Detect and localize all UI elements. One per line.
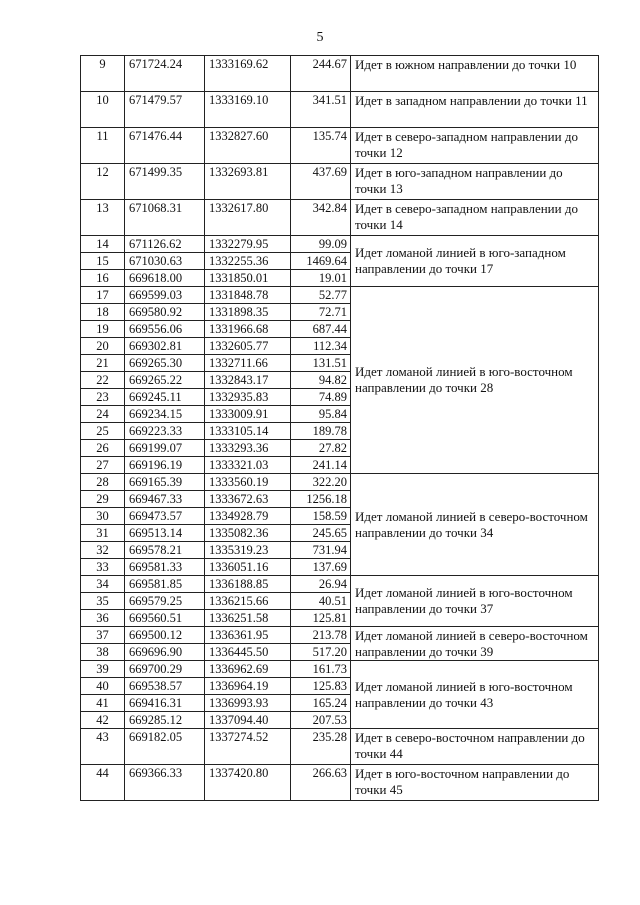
- point-number: 21: [81, 355, 125, 372]
- x-coordinate: 671499.35: [125, 164, 205, 200]
- table-row: [81, 765, 599, 801]
- x-coordinate: 669302.81: [125, 338, 205, 355]
- y-coordinate: 1336993.93: [205, 695, 291, 712]
- point-number: 41: [81, 695, 125, 712]
- direction-description: Идет в южном направлении до точки 10: [351, 56, 599, 92]
- y-coordinate: 1336964.19: [205, 678, 291, 695]
- point-number: 37: [81, 627, 125, 644]
- direction-description: Идет ломаной линией в северо-восточном направлении до точки 34: [351, 474, 599, 576]
- point-number: 16: [81, 270, 125, 287]
- y-coordinate: 1333560.19: [205, 474, 291, 491]
- distance: 235.28: [291, 729, 351, 765]
- direction-description: Идет ломаной линией в юго-восточном направлении до точки 43: [351, 661, 599, 729]
- y-coordinate: 1337420.80: [205, 765, 291, 801]
- x-coordinate: 669581.85: [125, 576, 205, 593]
- point-number: 36: [81, 610, 125, 627]
- table-row: [81, 164, 599, 200]
- distance: 342.84: [291, 200, 351, 236]
- point-number: 9: [81, 56, 125, 92]
- y-coordinate: 1336251.58: [205, 610, 291, 627]
- table-row: [81, 729, 599, 765]
- distance: 207.53: [291, 712, 351, 729]
- direction-description: Идет в северо-западном направлении до точки 12: [351, 128, 599, 164]
- distance: 161.73: [291, 661, 351, 678]
- x-coordinate: 669581.33: [125, 559, 205, 576]
- distance: 213.78: [291, 627, 351, 644]
- distance: 165.24: [291, 695, 351, 712]
- x-coordinate: 669265.22: [125, 372, 205, 389]
- x-coordinate: 669366.33: [125, 765, 205, 801]
- x-coordinate: 669234.15: [125, 406, 205, 423]
- distance: 112.34: [291, 338, 351, 355]
- distance: 52.77: [291, 287, 351, 304]
- distance: 1469.64: [291, 253, 351, 270]
- y-coordinate: 1334928.79: [205, 508, 291, 525]
- x-coordinate: 671030.63: [125, 253, 205, 270]
- y-coordinate: 1336445.50: [205, 644, 291, 661]
- direction-description: Идет ломаной линией в юго-восточном направлении до точки 28: [351, 287, 599, 474]
- x-coordinate: 669696.90: [125, 644, 205, 661]
- y-coordinate: 1333169.10: [205, 92, 291, 128]
- table-row: [81, 236, 599, 253]
- table-row: [81, 474, 599, 491]
- distance: 244.67: [291, 56, 351, 92]
- y-coordinate: 1332605.77: [205, 338, 291, 355]
- distance: 731.94: [291, 542, 351, 559]
- y-coordinate: 1336962.69: [205, 661, 291, 678]
- distance: 266.63: [291, 765, 351, 801]
- y-coordinate: 1332711.66: [205, 355, 291, 372]
- distance: 94.82: [291, 372, 351, 389]
- x-coordinate: 669196.19: [125, 457, 205, 474]
- direction-description: Идет ломаной линией в северо-восточном направлении до точки 39: [351, 627, 599, 661]
- x-coordinate: 669416.31: [125, 695, 205, 712]
- distance: 99.09: [291, 236, 351, 253]
- x-coordinate: 669579.25: [125, 593, 205, 610]
- y-coordinate: 1331850.01: [205, 270, 291, 287]
- x-coordinate: 671126.62: [125, 236, 205, 253]
- point-number: 33: [81, 559, 125, 576]
- direction-description: Идет в юго-западном направлении до точки 13: [351, 164, 599, 200]
- y-coordinate: 1332935.83: [205, 389, 291, 406]
- point-number: 42: [81, 712, 125, 729]
- table-row: [81, 287, 599, 304]
- point-number: 26: [81, 440, 125, 457]
- point-number: 17: [81, 287, 125, 304]
- point-number: 34: [81, 576, 125, 593]
- y-coordinate: 1336361.95: [205, 627, 291, 644]
- direction-description: Идет в северо-восточном направлении до точки 44: [351, 729, 599, 765]
- point-number: 14: [81, 236, 125, 253]
- point-number: 39: [81, 661, 125, 678]
- y-coordinate: 1333293.36: [205, 440, 291, 457]
- y-coordinate: 1332843.17: [205, 372, 291, 389]
- point-number: 31: [81, 525, 125, 542]
- distance: 322.20: [291, 474, 351, 491]
- y-coordinate: 1336215.66: [205, 593, 291, 610]
- table-row: [81, 627, 599, 644]
- table-row: [81, 128, 599, 164]
- point-number: 44: [81, 765, 125, 801]
- x-coordinate: 669182.05: [125, 729, 205, 765]
- y-coordinate: 1337094.40: [205, 712, 291, 729]
- distance: 158.59: [291, 508, 351, 525]
- coordinates-table-body: [81, 56, 599, 801]
- y-coordinate: 1335319.23: [205, 542, 291, 559]
- direction-description: Идет ломаной линией в юго-восточном направлении до точки 37: [351, 576, 599, 627]
- x-coordinate: 669560.51: [125, 610, 205, 627]
- point-number: 11: [81, 128, 125, 164]
- table-row: [81, 200, 599, 236]
- distance: 341.51: [291, 92, 351, 128]
- distance: 72.71: [291, 304, 351, 321]
- y-coordinate: 1336188.85: [205, 576, 291, 593]
- point-number: 22: [81, 372, 125, 389]
- table-row: [81, 92, 599, 128]
- y-coordinate: 1332617.80: [205, 200, 291, 236]
- point-number: 32: [81, 542, 125, 559]
- x-coordinate: 669599.03: [125, 287, 205, 304]
- y-coordinate: 1333105.14: [205, 423, 291, 440]
- y-coordinate: 1332693.81: [205, 164, 291, 200]
- distance: 26.94: [291, 576, 351, 593]
- point-number: 30: [81, 508, 125, 525]
- distance: 131.51: [291, 355, 351, 372]
- direction-description: Идет в западном направлении до точки 11: [351, 92, 599, 128]
- distance: 135.74: [291, 128, 351, 164]
- point-number: 18: [81, 304, 125, 321]
- point-number: 40: [81, 678, 125, 695]
- x-coordinate: 671724.24: [125, 56, 205, 92]
- table-row: [81, 661, 599, 678]
- table-row: [81, 56, 599, 92]
- x-coordinate: 669578.21: [125, 542, 205, 559]
- x-coordinate: 669265.30: [125, 355, 205, 372]
- y-coordinate: 1337274.52: [205, 729, 291, 765]
- x-coordinate: 671068.31: [125, 200, 205, 236]
- point-number: 24: [81, 406, 125, 423]
- distance: 241.14: [291, 457, 351, 474]
- x-coordinate: 669580.92: [125, 304, 205, 321]
- x-coordinate: 671479.57: [125, 92, 205, 128]
- x-coordinate: 669513.14: [125, 525, 205, 542]
- distance: 95.84: [291, 406, 351, 423]
- y-coordinate: 1333321.03: [205, 457, 291, 474]
- direction-description: Идет ломаной линией в юго-западном направлении до точки 17: [351, 236, 599, 287]
- point-number: 19: [81, 321, 125, 338]
- y-coordinate: 1332255.36: [205, 253, 291, 270]
- y-coordinate: 1332279.95: [205, 236, 291, 253]
- point-number: 27: [81, 457, 125, 474]
- distance: 40.51: [291, 593, 351, 610]
- x-coordinate: 669467.33: [125, 491, 205, 508]
- direction-description: Идет в северо-западном направлении до точки 14: [351, 200, 599, 236]
- page-number: 5: [316, 30, 324, 45]
- y-coordinate: 1331966.68: [205, 321, 291, 338]
- point-number: 35: [81, 593, 125, 610]
- distance: 19.01: [291, 270, 351, 287]
- x-coordinate: 669618.00: [125, 270, 205, 287]
- y-coordinate: 1333009.91: [205, 406, 291, 423]
- x-coordinate: 669556.06: [125, 321, 205, 338]
- point-number: 12: [81, 164, 125, 200]
- y-coordinate: 1331848.78: [205, 287, 291, 304]
- distance: 1256.18: [291, 491, 351, 508]
- distance: 125.83: [291, 678, 351, 695]
- distance: 517.20: [291, 644, 351, 661]
- x-coordinate: 669199.07: [125, 440, 205, 457]
- coordinates-table: [80, 55, 599, 801]
- y-coordinate: 1332827.60: [205, 128, 291, 164]
- x-coordinate: 669473.57: [125, 508, 205, 525]
- point-number: 29: [81, 491, 125, 508]
- x-coordinate: 669538.57: [125, 678, 205, 695]
- point-number: 15: [81, 253, 125, 270]
- distance: 27.82: [291, 440, 351, 457]
- y-coordinate: 1336051.16: [205, 559, 291, 576]
- point-number: 43: [81, 729, 125, 765]
- x-coordinate: 669500.12: [125, 627, 205, 644]
- distance: 245.65: [291, 525, 351, 542]
- point-number: 38: [81, 644, 125, 661]
- x-coordinate: 671476.44: [125, 128, 205, 164]
- table-row: [81, 576, 599, 593]
- distance: 74.89: [291, 389, 351, 406]
- point-number: 28: [81, 474, 125, 491]
- x-coordinate: 669700.29: [125, 661, 205, 678]
- point-number: 20: [81, 338, 125, 355]
- distance: 189.78: [291, 423, 351, 440]
- point-number: 13: [81, 200, 125, 236]
- point-number: 10: [81, 92, 125, 128]
- y-coordinate: 1333672.63: [205, 491, 291, 508]
- y-coordinate: 1333169.62: [205, 56, 291, 92]
- x-coordinate: 669285.12: [125, 712, 205, 729]
- point-number: 23: [81, 389, 125, 406]
- point-number: 25: [81, 423, 125, 440]
- distance: 137.69: [291, 559, 351, 576]
- y-coordinate: 1331898.35: [205, 304, 291, 321]
- x-coordinate: 669223.33: [125, 423, 205, 440]
- direction-description: Идет в юго-восточном направлении до точки 45: [351, 765, 599, 801]
- x-coordinate: 669245.11: [125, 389, 205, 406]
- x-coordinate: 669165.39: [125, 474, 205, 491]
- distance: 125.81: [291, 610, 351, 627]
- y-coordinate: 1335082.36: [205, 525, 291, 542]
- distance: 437.69: [291, 164, 351, 200]
- distance: 687.44: [291, 321, 351, 338]
